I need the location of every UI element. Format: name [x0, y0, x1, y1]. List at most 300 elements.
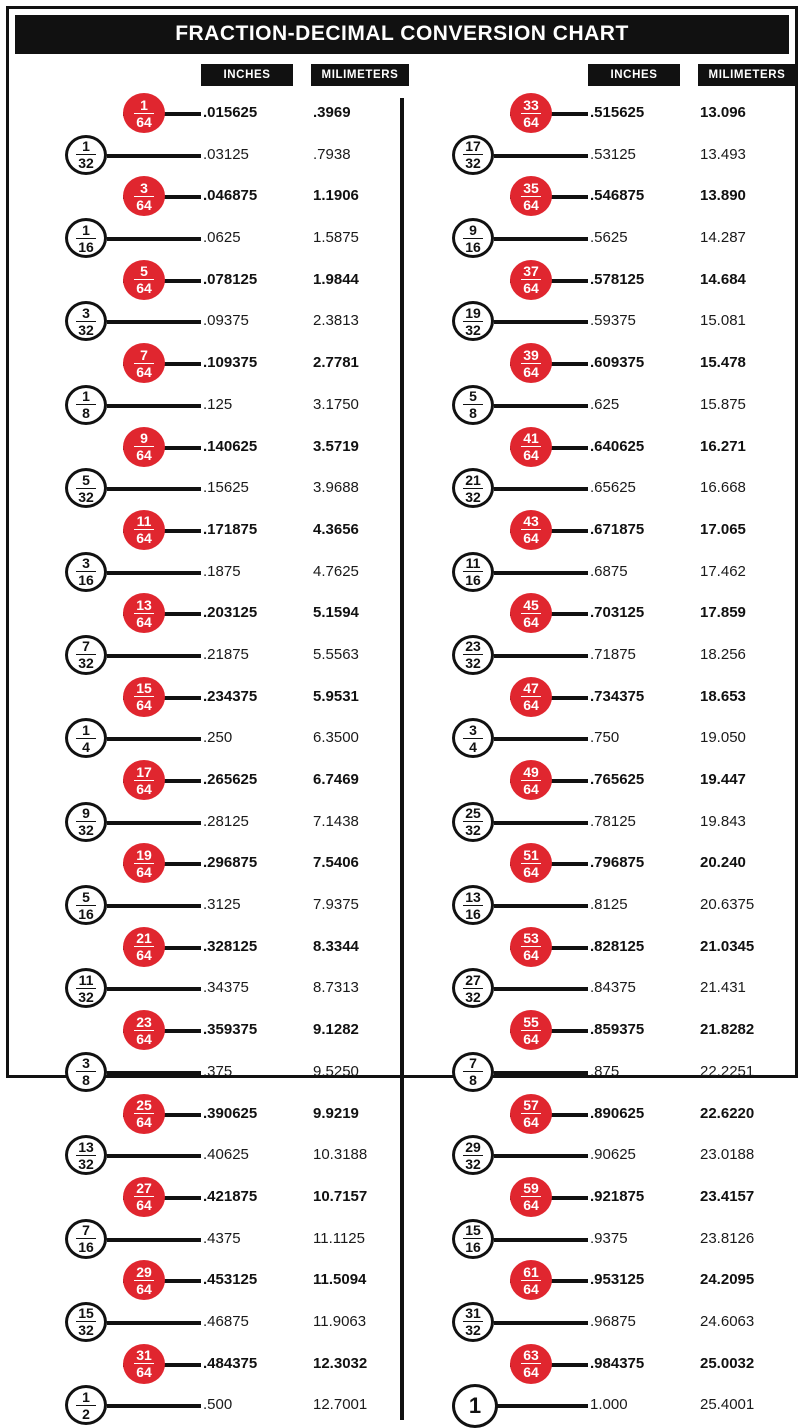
- fraction-numerator: 7: [82, 1222, 90, 1239]
- fraction-badge: [452, 468, 494, 508]
- inches-value: .328125: [203, 937, 258, 955]
- connector-line: [494, 404, 588, 408]
- inches-value: .671875: [590, 520, 645, 538]
- millimeters-value: 1.5875: [313, 229, 359, 247]
- table-row: [15, 842, 402, 884]
- fraction-numerator: 31: [136, 1347, 152, 1364]
- connector-line: [494, 737, 588, 741]
- millimeters-value: 16.271: [700, 437, 746, 455]
- table-row: [15, 676, 402, 718]
- fraction-denominator: 32: [463, 1321, 483, 1337]
- fraction-badge: [510, 843, 552, 883]
- fraction-numerator: 13: [465, 888, 481, 905]
- millimeters-value: 17.859: [700, 604, 746, 622]
- millimeters-value: 11.5094: [313, 1271, 367, 1289]
- inches-value: .515625: [590, 104, 645, 121]
- fraction-badge: [65, 885, 107, 925]
- fraction-denominator: 16: [463, 571, 483, 587]
- fraction-denominator: 64: [521, 1280, 541, 1296]
- millimeters-value: 24.6063: [700, 1312, 755, 1330]
- fraction-badge: [65, 1219, 107, 1259]
- fraction-numerator: 23: [136, 1013, 152, 1030]
- fraction-denominator: 64: [134, 1196, 154, 1212]
- fraction-denominator: 64: [134, 529, 154, 545]
- millimeters-value: 5.5563: [313, 645, 359, 663]
- millimeters-value: 11.9063: [313, 1312, 367, 1330]
- fraction-denominator: 64: [521, 613, 541, 629]
- table-row: [402, 1301, 789, 1343]
- inches-value: .875: [590, 1062, 620, 1080]
- millimeters-value: 21.8282: [700, 1021, 755, 1039]
- fraction-badge: [65, 1385, 107, 1425]
- fraction-denominator: 32: [76, 154, 96, 170]
- inches-value: .0625: [203, 229, 241, 247]
- fraction-numerator: 25: [465, 805, 481, 822]
- connector-line: [494, 1404, 588, 1408]
- connector-line: [494, 1238, 588, 1242]
- fraction-denominator: 32: [76, 321, 96, 337]
- fraction-denominator: 64: [134, 780, 154, 796]
- table-row: [15, 384, 402, 426]
- connector-line: [494, 1154, 588, 1158]
- fraction-denominator: 64: [521, 1196, 541, 1212]
- fraction-denominator: 64: [134, 946, 154, 962]
- fraction-numerator: 41: [523, 430, 539, 446]
- fraction-badge: [510, 760, 552, 800]
- millimeters-value: 11.1125: [313, 1229, 365, 1247]
- table-row: [402, 1259, 789, 1301]
- fraction-badge: [65, 635, 107, 675]
- table-row: [402, 509, 789, 551]
- fraction-denominator: 64: [134, 113, 154, 129]
- fraction-numerator: 1: [140, 96, 148, 113]
- millimeters-value: 25.4001: [700, 1396, 755, 1414]
- fraction-numerator: 11: [78, 971, 94, 988]
- fraction-numerator: 1: [82, 221, 90, 238]
- fraction-denominator: 64: [134, 363, 154, 379]
- fraction-badge: [510, 1094, 552, 1134]
- fraction-numerator: 31: [465, 1305, 481, 1322]
- millimeters-value: 18.653: [700, 687, 746, 705]
- connector-line: [107, 654, 201, 658]
- fraction-denominator: 32: [463, 154, 483, 170]
- table-row: [402, 1134, 789, 1176]
- fraction-denominator: 64: [521, 529, 541, 545]
- millimeters-value: 15.875: [700, 395, 746, 413]
- inches-value: .765625: [590, 771, 645, 788]
- inches-value: .484375: [203, 1354, 258, 1372]
- fraction-badge: [123, 927, 165, 967]
- table-row: [15, 801, 402, 843]
- fraction-denominator: 64: [521, 113, 541, 129]
- fraction-denominator: 8: [463, 404, 483, 420]
- fraction-badge: [65, 968, 107, 1008]
- inches-value: .375: [203, 1062, 233, 1080]
- table-row: [15, 1051, 402, 1093]
- header-inches-right: INCHES: [588, 64, 680, 86]
- fraction-numerator: 43: [523, 513, 539, 530]
- connector-line: [494, 154, 588, 158]
- inches-value: .609375: [590, 354, 645, 372]
- fraction-badge: [452, 1302, 494, 1342]
- fraction-badge: [123, 93, 165, 133]
- header-millimeters-left: MILIMETERS: [311, 64, 409, 86]
- connector-line: [494, 487, 588, 491]
- table-row: [15, 1259, 402, 1301]
- fraction-numerator: 15: [136, 680, 152, 697]
- millimeters-value: 3.9688: [313, 479, 359, 497]
- inches-value: .53125: [590, 145, 636, 163]
- fraction-denominator: 32: [76, 988, 96, 1004]
- fraction-badge: [452, 218, 494, 258]
- inches-value: .015625: [203, 104, 258, 121]
- fraction-numerator: 3: [82, 304, 90, 321]
- fraction-denominator: 64: [134, 863, 154, 879]
- table-row: [402, 384, 789, 426]
- fraction-badge: [452, 301, 494, 341]
- fraction-numerator: 33: [523, 96, 539, 113]
- table-row: [402, 426, 789, 468]
- inches-value: .734375: [590, 687, 645, 705]
- millimeters-value: 5.1594: [313, 604, 359, 622]
- millimeters-value: 22.6220: [700, 1104, 755, 1122]
- millimeters-value: 15.478: [700, 354, 746, 372]
- millimeters-value: 24.2095: [700, 1271, 755, 1289]
- inches-value: .46875: [203, 1312, 249, 1330]
- connector-line: [107, 154, 201, 158]
- fraction-numerator: 3: [82, 1055, 90, 1072]
- millimeters-value: 20.240: [700, 854, 746, 872]
- inches-value: .125: [203, 395, 233, 413]
- fraction-badge: [65, 218, 107, 258]
- inches-value: .953125: [590, 1271, 645, 1289]
- table-row: [402, 467, 789, 509]
- inches-value: .28125: [203, 812, 249, 830]
- fraction-numerator: 9: [140, 430, 148, 446]
- fraction-denominator: 16: [76, 571, 96, 587]
- fraction-numerator: 11: [136, 513, 152, 530]
- fraction-badge: [452, 885, 494, 925]
- inches-value: .96875: [590, 1312, 636, 1330]
- inches-value: .71875: [590, 645, 636, 663]
- millimeters-value: 1.9844: [313, 270, 359, 288]
- table-row: [15, 1134, 402, 1176]
- fraction-badge: [452, 135, 494, 175]
- millimeters-value: 21.0345: [700, 937, 755, 955]
- table-row: [402, 926, 789, 968]
- fraction-badge: [452, 1052, 494, 1092]
- inches-value: .296875: [203, 854, 258, 872]
- millimeters-value: 17.462: [700, 562, 746, 580]
- fraction-badge: [123, 1094, 165, 1134]
- fraction-numerator: 5: [82, 888, 90, 905]
- table-row: [402, 134, 789, 176]
- fraction-denominator: 16: [76, 905, 96, 921]
- fraction-denominator: 32: [76, 488, 96, 504]
- fraction-badge: [510, 1177, 552, 1217]
- fraction-numerator: 13: [78, 1138, 94, 1155]
- fraction-denominator: 64: [134, 1113, 154, 1129]
- fraction-numerator: 27: [465, 971, 481, 988]
- header-inches-left: INCHES: [201, 64, 293, 86]
- table-row: [15, 259, 402, 301]
- fraction-numerator: 1: [468, 1393, 482, 1419]
- connector-line: [494, 904, 588, 908]
- fraction-denominator: 64: [521, 1113, 541, 1129]
- fraction-badge: [123, 343, 165, 383]
- millimeters-value: 9.1282: [313, 1021, 359, 1039]
- table-row: [402, 1343, 789, 1385]
- fraction-numerator: 25: [136, 1097, 152, 1113]
- table-row: [402, 801, 789, 843]
- connector-line: [107, 1154, 201, 1158]
- fraction-numerator: 47: [523, 680, 539, 697]
- millimeters-value: 23.8126: [700, 1229, 755, 1247]
- inches-value: .046875: [203, 187, 258, 205]
- fraction-badge: [510, 176, 552, 216]
- inches-value: .15625: [203, 479, 249, 497]
- table-row: [15, 926, 402, 968]
- table-row: [402, 1009, 789, 1051]
- inches-value: .796875: [590, 854, 645, 872]
- fraction-denominator: 64: [521, 1030, 541, 1046]
- fraction-denominator: 64: [521, 780, 541, 796]
- fraction-numerator: 1: [82, 388, 90, 405]
- fraction-denominator: 32: [463, 821, 483, 837]
- fraction-denominator: 8: [463, 1071, 483, 1087]
- chart-columns: [15, 64, 789, 1426]
- table-row: [402, 1051, 789, 1093]
- table-row: [402, 634, 789, 676]
- table-row: [15, 884, 402, 926]
- inches-value: .828125: [590, 937, 645, 955]
- connector-line: [107, 237, 201, 241]
- fraction-badge: [452, 968, 494, 1008]
- millimeters-value: 13.096: [700, 104, 746, 121]
- fraction-badge: [123, 677, 165, 717]
- fraction-badge: [510, 510, 552, 550]
- fraction-numerator: 15: [78, 1305, 94, 1322]
- table-row: [15, 300, 402, 342]
- fraction-denominator: 8: [76, 404, 96, 420]
- connector-line: [107, 571, 201, 575]
- connector-line: [107, 1071, 201, 1075]
- right-column: [402, 64, 789, 1426]
- table-row: [15, 1384, 402, 1426]
- fraction-badge: [123, 176, 165, 216]
- fraction-badge: [65, 135, 107, 175]
- connector-line: [107, 487, 201, 491]
- fraction-numerator: 7: [82, 638, 90, 655]
- inches-value: 1.000: [590, 1396, 628, 1414]
- table-row: [15, 217, 402, 259]
- inches-value: .234375: [203, 687, 258, 705]
- table-row: [402, 676, 789, 718]
- millimeters-value: 6.7469: [313, 771, 359, 788]
- fraction-denominator: 32: [463, 1155, 483, 1171]
- fraction-badge: [123, 1344, 165, 1384]
- millimeters-value: 2.3813: [313, 312, 359, 330]
- fraction-badge: [510, 1260, 552, 1300]
- fraction-numerator: 17: [465, 138, 481, 155]
- fraction-numerator: 55: [523, 1013, 539, 1030]
- inches-value: .03125: [203, 145, 249, 163]
- inches-value: .1875: [203, 562, 241, 580]
- table-row: [402, 1384, 789, 1426]
- inches-value: .59375: [590, 312, 636, 330]
- millimeters-value: 19.050: [700, 729, 746, 747]
- table-row: [15, 467, 402, 509]
- fraction-denominator: 64: [134, 279, 154, 295]
- millimeters-value: 17.065: [700, 520, 746, 538]
- table-row: [402, 884, 789, 926]
- millimeters-value: .7938: [313, 145, 351, 163]
- millimeters-value: 10.7157: [313, 1187, 368, 1205]
- inches-value: .34375: [203, 979, 249, 997]
- millimeters-value: 8.3344: [313, 937, 359, 955]
- fraction-denominator: 32: [463, 488, 483, 504]
- fraction-badge: [452, 1135, 494, 1175]
- table-row: [402, 551, 789, 593]
- connector-line: [107, 1238, 201, 1242]
- fraction-badge: [65, 802, 107, 842]
- inches-value: .390625: [203, 1104, 258, 1122]
- fraction-numerator: 29: [465, 1138, 481, 1155]
- fraction-denominator: 32: [463, 654, 483, 670]
- fraction-numerator: 5: [140, 263, 148, 280]
- millimeters-value: 13.890: [700, 187, 746, 205]
- fraction-numerator: 13: [136, 596, 152, 613]
- fraction-numerator: 57: [523, 1097, 539, 1113]
- fraction-denominator: 16: [463, 238, 483, 254]
- fraction-denominator: 64: [521, 196, 541, 212]
- fraction-badge: [510, 593, 552, 633]
- fraction-numerator: 1: [82, 721, 90, 738]
- fraction-denominator: 64: [134, 446, 154, 462]
- millimeters-value: 3.5719: [313, 437, 359, 455]
- fraction-denominator: 64: [521, 863, 541, 879]
- table-row: [15, 717, 402, 759]
- inches-value: .421875: [203, 1187, 258, 1205]
- millimeters-value: 16.668: [700, 479, 746, 497]
- fraction-badge: [510, 677, 552, 717]
- inches-value: .625: [590, 395, 620, 413]
- inches-value: .750: [590, 729, 620, 747]
- fraction-badge: [65, 468, 107, 508]
- fraction-badge: [123, 760, 165, 800]
- millimeters-value: 18.256: [700, 645, 746, 663]
- inches-value: .78125: [590, 812, 636, 830]
- millimeters-value: 14.684: [700, 270, 746, 288]
- inches-value: .250: [203, 729, 233, 747]
- header-millimeters-right: MILIMETERS: [698, 64, 796, 86]
- table-row: [15, 1218, 402, 1260]
- fraction-badge: [123, 510, 165, 550]
- inches-value: .9375: [590, 1229, 628, 1247]
- connector-line: [107, 737, 201, 741]
- table-row: [15, 592, 402, 634]
- table-row: [15, 634, 402, 676]
- inches-value: .171875: [203, 520, 258, 538]
- fraction-badge: [510, 1344, 552, 1384]
- inches-value: .109375: [203, 354, 258, 372]
- table-row: [402, 1093, 789, 1135]
- millimeters-value: 12.7001: [313, 1396, 368, 1414]
- fraction-denominator: 64: [134, 1280, 154, 1296]
- table-row: [402, 1176, 789, 1218]
- fraction-numerator: 3: [469, 721, 477, 738]
- fraction-numerator: 9: [82, 805, 90, 822]
- fraction-denominator: 8: [76, 1071, 96, 1087]
- table-row: [15, 426, 402, 468]
- connector-line: [107, 1321, 201, 1325]
- millimeters-value: 2.7781: [313, 354, 359, 372]
- fraction-badge: [123, 427, 165, 467]
- connector-line: [494, 821, 588, 825]
- fraction-numerator: 11: [465, 555, 481, 572]
- right-column-headers: [402, 64, 789, 92]
- fraction-denominator: 16: [76, 1238, 96, 1254]
- millimeters-value: 12.3032: [313, 1354, 368, 1372]
- table-row: [402, 259, 789, 301]
- fraction-badge: [65, 1302, 107, 1342]
- inches-value: .4375: [203, 1229, 241, 1247]
- connector-line: [494, 237, 588, 241]
- table-row: [15, 175, 402, 217]
- fraction-badge: [510, 927, 552, 967]
- left-column: [15, 64, 402, 1426]
- inches-value: .8125: [590, 896, 628, 914]
- connector-line: [107, 987, 201, 991]
- table-row: [15, 967, 402, 1009]
- fraction-numerator: 39: [523, 346, 539, 363]
- fraction-numerator: 1: [82, 1388, 90, 1405]
- connector-line: [494, 320, 588, 324]
- millimeters-value: 23.0188: [700, 1146, 755, 1164]
- table-row: [402, 592, 789, 634]
- inches-value: .90625: [590, 1146, 636, 1164]
- fraction-numerator: 3: [82, 555, 90, 572]
- connector-line: [494, 571, 588, 575]
- connector-line: [494, 654, 588, 658]
- millimeters-value: 9.9219: [313, 1104, 359, 1122]
- fraction-denominator: 32: [76, 1321, 96, 1337]
- connector-line: [107, 320, 201, 324]
- fraction-denominator: 32: [76, 821, 96, 837]
- millimeters-value: 23.4157: [700, 1187, 755, 1205]
- inches-value: .921875: [590, 1187, 645, 1205]
- millimeters-value: 3.1750: [313, 395, 359, 413]
- table-row: [402, 217, 789, 259]
- fraction-denominator: 16: [463, 1238, 483, 1254]
- fraction-badge: [452, 635, 494, 675]
- chart-frame: [6, 6, 798, 1422]
- inches-value: .21875: [203, 645, 249, 663]
- millimeters-value: 7.1438: [313, 812, 359, 830]
- inches-value: .09375: [203, 312, 249, 330]
- fraction-numerator: 15: [465, 1222, 481, 1239]
- table-row: [402, 842, 789, 884]
- inches-value: .984375: [590, 1354, 645, 1372]
- fraction-denominator: 4: [76, 738, 96, 754]
- fraction-badge: [452, 1384, 498, 1428]
- fraction-badge: [452, 718, 494, 758]
- fraction-numerator: 3: [140, 179, 148, 196]
- millimeters-value: 21.431: [700, 979, 746, 997]
- inches-value: .359375: [203, 1021, 258, 1039]
- fraction-numerator: 53: [523, 930, 539, 947]
- table-row: [402, 92, 789, 134]
